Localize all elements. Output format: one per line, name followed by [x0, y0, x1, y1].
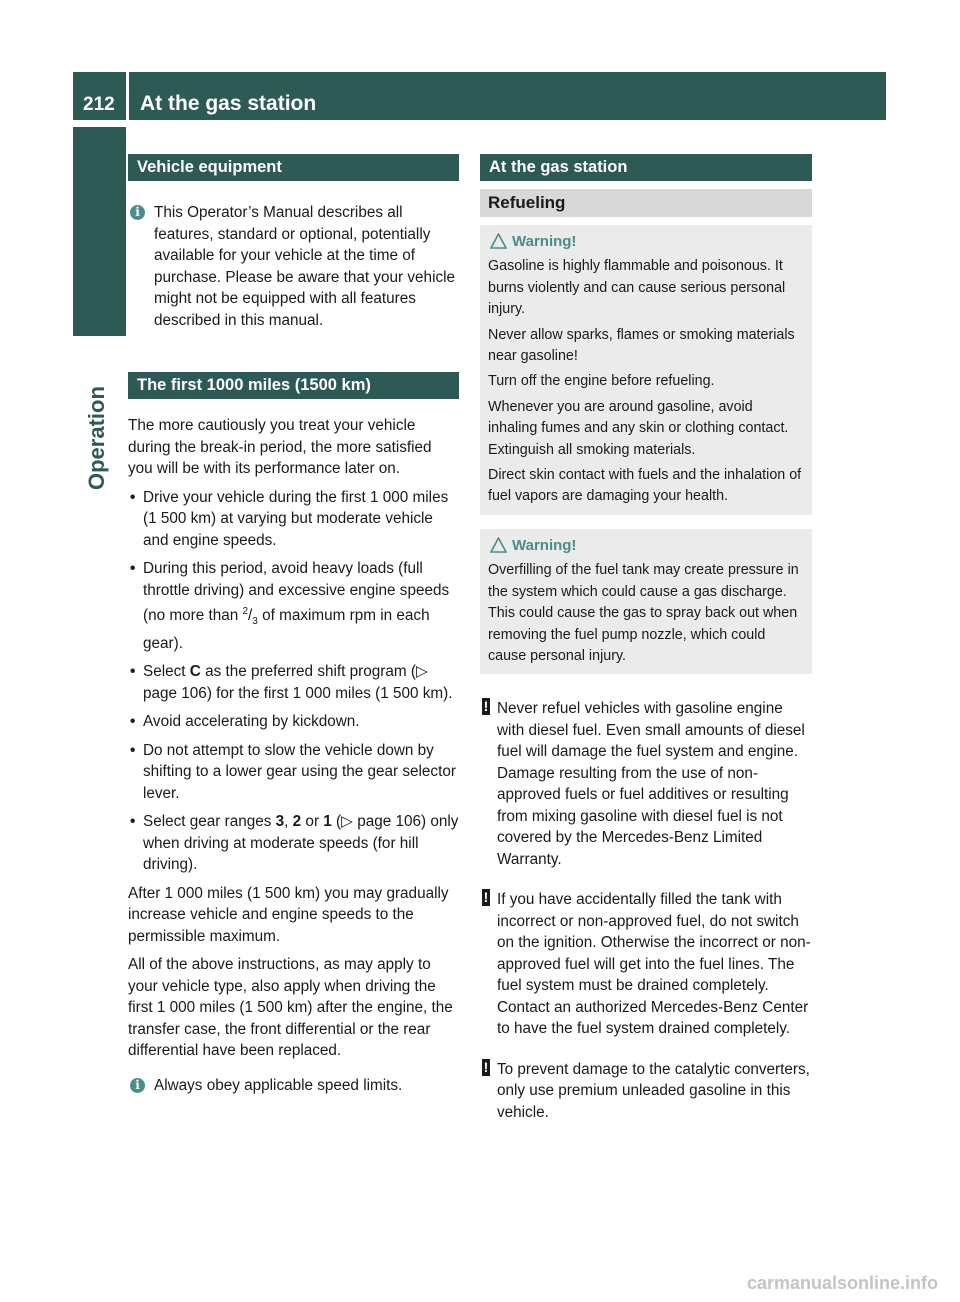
bullet-icon: •	[130, 560, 136, 577]
warning-text: Never allow sparks, flames or smoking materials near gasoline!	[488, 326, 795, 365]
caution-note	[480, 889, 812, 1040]
list-item: • Select gear ranges 3, 2 or 1 (▷ page 106) only when driving at moderate speeds (for hill driving).	[130, 813, 459, 874]
warning-icon	[490, 233, 507, 249]
warning-text: Turn off the engine before refueling.	[488, 373, 715, 390]
list-item: • Avoid accelerating by kickdown.	[128, 711, 459, 733]
info-text: This Operator’s Manual describes all features, standard or optional, potentially available for your vehicle at the time of purchase. Please be aware that your vehicle might not be equipped with all features described in this manual.	[154, 204, 456, 329]
page-reference[interactable]: page 106	[143, 684, 207, 702]
section-tab-label: Operation	[84, 386, 109, 490]
section-tab-block	[73, 127, 126, 336]
caution-note	[480, 1059, 812, 1124]
page-ref-arrow-icon: ▷	[341, 813, 358, 831]
section-heading-gas-station: At the gas station	[480, 154, 812, 181]
info-note	[128, 202, 459, 331]
warning-header: Warning!	[488, 231, 804, 252]
warning-header: Warning!	[488, 535, 804, 556]
bullet-icon: •	[130, 713, 136, 731]
exclamation-icon: !	[483, 1058, 489, 1075]
list-item: • Drive your vehicle during the first 1 000 miles (1 500 km) at varying but moderate vehicle and engine speeds.	[130, 488, 449, 549]
paragraph: After 1 000 miles (1 500 km) you may gradually increase vehicle and engine speeds to the permissible maximum.	[128, 884, 449, 945]
page-title: At the gas station	[140, 92, 317, 115]
caution-text: If you have accidentally filled the tank with incorrect or non-approved fuel, do not switch on the ignition. Otherwise the incorrect or non-approved fuel will get into the fuel lines. The fuel system must be drained completely. Contact an authorized Mercedes-Benz Center to have the fuel system drained completely.	[497, 891, 811, 1038]
caution-text: To prevent damage to the catalytic converters, only use premium unleaded gasoline in this vehicle.	[497, 1060, 810, 1121]
warning-box	[480, 529, 812, 674]
warning-icon	[490, 537, 507, 553]
bullet-icon: •	[130, 663, 136, 681]
info-text: Always obey applicable speed limits.	[154, 1076, 403, 1094]
page-reference[interactable]: page 106	[357, 813, 421, 831]
list-item: • Do not attempt to slow the vehicle down by shifting to a lower gear using the gear selector lever.	[130, 741, 456, 802]
bullet-icon: •	[130, 813, 136, 831]
right-column	[480, 154, 812, 1123]
list-item: • Select C as the preferred shift program (▷ page 106) for the first 1 000 miles (1 500 km).	[130, 663, 453, 702]
list-item: • During this period, avoid heavy loads (full throttle driving) and excessive engine speeds (no more than $^2/_3$ of maximum rpm in each gear).	[130, 560, 450, 652]
caution-note	[480, 698, 812, 870]
page-number: 212	[83, 94, 115, 115]
section-heading-vehicle-equipment: Vehicle equipment	[128, 154, 459, 181]
page-number-box	[73, 72, 126, 120]
exclamation-icon: !	[483, 698, 489, 715]
warning-text: Overfilling of the fuel tank may create pressure in the system which could cause a gas discharge. This could cause the gas to spray back out when removing the fuel pump nozzle, which could cause personal injury.	[488, 562, 799, 664]
page-header	[129, 72, 886, 120]
info-icon: i	[130, 1078, 145, 1093]
bullet-icon: •	[130, 741, 136, 759]
watermark: carmanualsonline.info	[746, 1273, 938, 1293]
subsection-heading-refueling: Refueling	[480, 189, 812, 217]
paragraph: All of the above instructions, as may apply to your vehicle type, also apply when driving the first 1 000 miles (1 500 km) after the engine, the transfer case, the front differential or the rear differential have been replaced.	[128, 956, 453, 1060]
caution-text: Never refuel vehicles with gasoline engine with diesel fuel. Even small amounts of diesel fuel will damage the fuel system and engine. Damage resulting from the use of non-approved fuels or fuel additives or resulting from mixing gasoline with diesel fuel is not covered by the Mercedes-Benz Limited Warranty.	[497, 700, 805, 868]
warning-text: Whenever you are around gasoline, avoid inhaling fumes and any skin or clothing contact. Extinguish all smoking materials.	[488, 398, 789, 458]
page-ref-arrow-icon: ▷	[415, 663, 428, 681]
fraction-denominator: 3	[252, 616, 258, 628]
bullet-icon: •	[130, 488, 136, 506]
info-note	[128, 1075, 459, 1097]
left-column	[128, 154, 459, 1096]
intro-paragraph: The more cautiously you treat your vehicle during the break-in period, the more satisfied you will be with its performance later on.	[128, 417, 432, 477]
fraction-numerator: 2	[242, 606, 249, 617]
exclamation-icon: !	[483, 889, 489, 906]
warning-text: Direct skin contact with fuels and the inhalation of fuel vapors are damaging your health.	[488, 467, 802, 505]
info-icon: i	[130, 205, 145, 220]
section-heading-first-miles: The first 1000 miles (1500 km)	[128, 372, 459, 399]
warning-box	[480, 225, 812, 515]
warning-text: Gasoline is highly flammable and poisonous. It burns violently and can cause serious personal injury.	[488, 258, 786, 318]
